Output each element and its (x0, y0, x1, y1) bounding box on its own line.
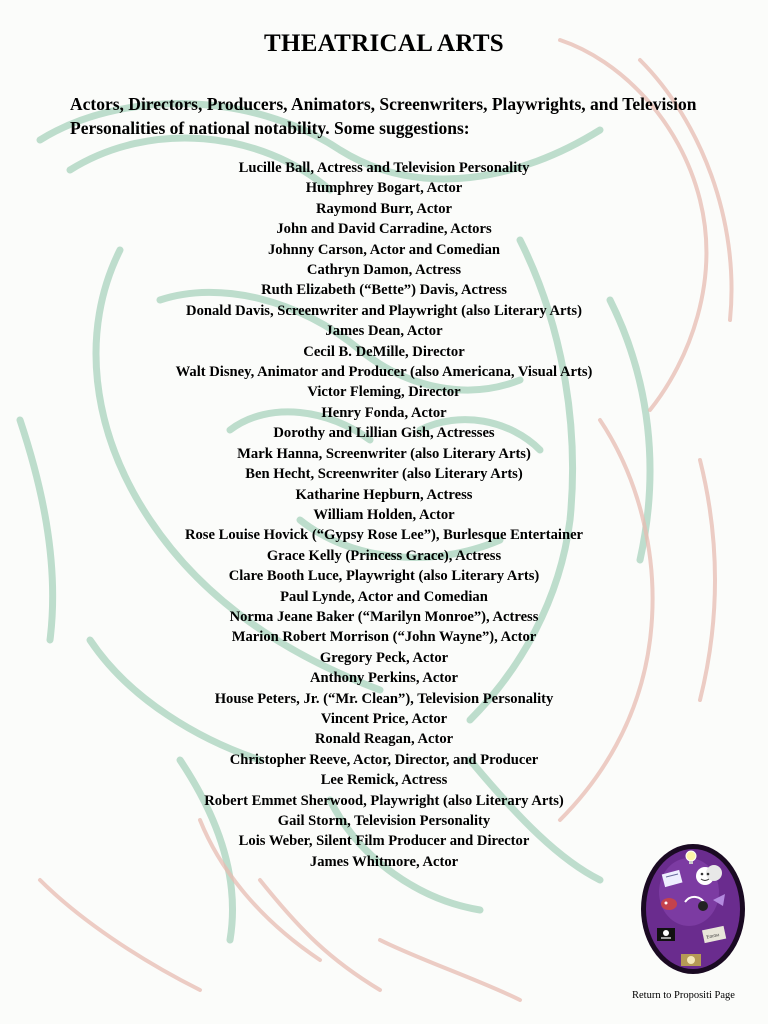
suggestion-item: Ronald Reagan, Actor (314, 731, 454, 748)
suggestions-list (0, 158, 768, 872)
suggestion-item: Dorothy and Lillian Gish, Actresses (273, 425, 495, 442)
suggestion-item: Grace Kelly (Princess Grace), Actress (266, 547, 502, 564)
return-to-propositi-link[interactable]: Return to Propositi Page (632, 990, 735, 1001)
suggestion-item: Gregory Peck, Actor (319, 649, 449, 666)
suggestion-item: Vincent Price, Actor (320, 710, 448, 727)
suggestion-item: John and David Carradine, Actors (276, 221, 492, 238)
propositi-emblem-button[interactable] (639, 842, 747, 976)
suggestion-item: Lois Weber, Silent Film Producer and Director (238, 833, 530, 850)
jolly-roger-flag-icon (657, 928, 675, 941)
suggestion-item: Rose Louise Hovick (“Gypsy Rose Lee”), Burlesque Entertainer (184, 527, 584, 544)
suggestion-item: Cathryn Damon, Actress (306, 262, 462, 279)
suggestion-item: Paul Lynde, Actor and Comedian (280, 588, 488, 605)
intro-paragraph: Actors, Directors, Producers, Animators, Screenwriters, Playwrights, and Television Personalities of national notability. Some suggestions: (70, 94, 697, 138)
suggestion-item: Henry Fonda, Actor (321, 404, 447, 421)
suggestion-item: Ruth Elizabeth (“Bette”) Davis, Actress (261, 282, 507, 299)
suggestion-item: William Holden, Actor (313, 506, 455, 523)
page-title: THEATRICAL ARTS (263, 30, 505, 57)
svg-text:Emma: Emma (706, 932, 720, 941)
suggestion-item: Ben Hecht, Screenwriter (also Literary Arts) (245, 466, 523, 483)
film-reel-icon (681, 954, 701, 966)
suggestion-item: House Peters, Jr. (“Mr. Clean”), Television Personality (214, 690, 554, 707)
suggestion-item: James Dean, Actor (325, 323, 443, 340)
suggestion-item: Gail Storm, Television Personality (277, 813, 491, 829)
suggestion-item: James Whitmore, Actor (309, 853, 459, 870)
suggestion-item: Katharine Hepburn, Actress (295, 486, 473, 503)
suggestion-item: Mark Hanna, Screenwriter (also Literary Arts) (237, 445, 531, 462)
suggestion-item: Cecil B. DeMille, Director (303, 343, 465, 360)
suggestion-item: Christopher Reeve, Actor, Director, and Producer (229, 751, 539, 768)
suggestion-item: Robert Emmet Sherwood, Playwright (also Literary Arts) (204, 792, 564, 809)
suggestion-item: Victor Fleming, Director (307, 384, 461, 401)
palette-icon (661, 898, 677, 910)
suggestion-item: Raymond Burr, Actor (315, 200, 453, 217)
suggestion-item: Lucille Ball, Actress and Television Personality (238, 160, 530, 176)
suggestion-item: Walt Disney, Animator and Producer (also Americana, Visual Arts) (175, 364, 593, 381)
suggestion-item: Clare Booth Luce, Playwright (also Literary Arts) (228, 568, 540, 585)
suggestion-item: Norma Jeane Baker (“Marilyn Monroe”), Actress (229, 608, 539, 625)
suggestion-item: Donald Davis, Screenwriter and Playwright (also Literary Arts) (186, 302, 582, 319)
suggestion-item: Lee Remick, Actress (320, 772, 448, 789)
suggestion-item: Marion Robert Morrison (“John Wayne”), Actor (231, 629, 537, 646)
suggestion-item: Anthony Perkins, Actor (310, 670, 458, 687)
suggestion-item: Johnny Carson, Actor and Comedian (267, 241, 501, 258)
suggestion-item: Humphrey Bogart, Actor (305, 180, 463, 197)
